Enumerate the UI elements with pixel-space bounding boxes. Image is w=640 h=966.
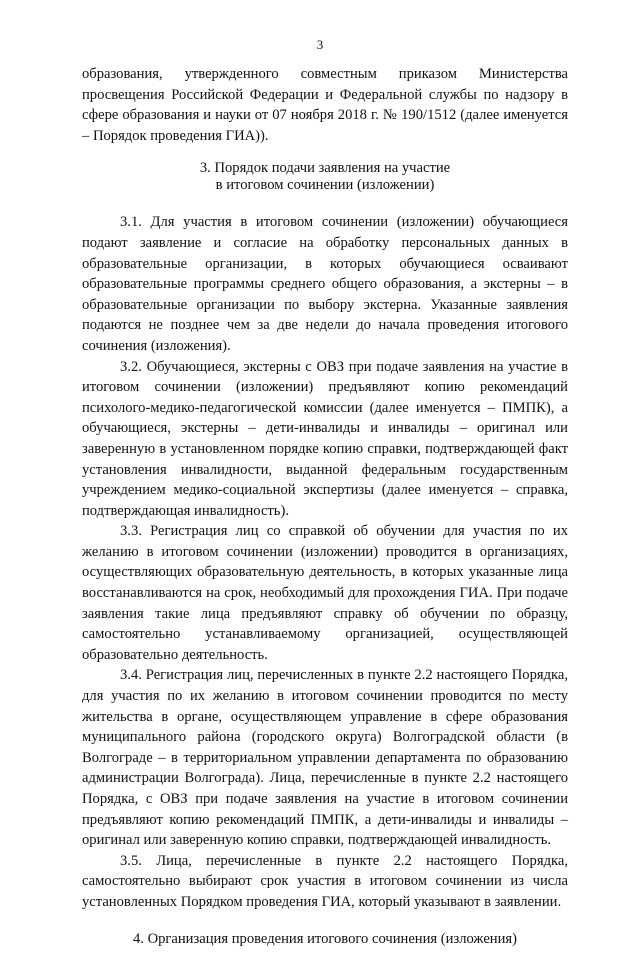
- paragraph-3-2: 3.2. Обучающиеся, экстерны с ОВЗ при подаче заявления на участие в итоговом сочинении (изложении) предъявляют копию рекомендаций психолого-медико-педагогической комиссии (далее именуется – ПМПК), а обучающиеся, экстерны – дети-инвалиды и инвалиды – оригинал или заверенную в установленном порядке копию справки, подтверждающей факт установления инвалидности, выданной федеральным государственным учреждением медико-социальной экспертизы (далее именуется – справка, подтверждающая инвалидность).: [82, 358, 568, 519]
- section-3-heading: [82, 160, 568, 194]
- paragraph-3-5: 3.5. Лица, перечисленные в пункте 2.2 настоящего Порядка, самостоятельно выбирают срок участия в итоговом сочинении из числа установленных Порядком проведения ГИА, который указывают в заявлении.: [82, 852, 568, 910]
- section-3-heading-line-2: в итоговом сочинении (изложении): [215, 177, 435, 194]
- paragraph-3-4: 3.4. Регистрация лиц, перечисленных в пункте 2.2 настоящего Порядка, для участия по их желанию в итоговом сочинении проводится по месту жительства в органе, осуществляющем управление в сфере образования муниципального района (городского округа) Волгоградской области (в Волгограде – в территориальном управлении департамента по образованию администрации Волгограда). Лица, перечисленные в пункте 2.2 настоящего Порядка, с ОВЗ при подаче заявления на участие в итоговом сочинении предъявляют копию рекомендаций ПМПК, а дети-инвалиды и инвалиды – оригинал или заверенную копию справки, подтверждающей инвалидность.: [82, 667, 568, 849]
- intro-paragraph: образования, утвержденного совместным приказом Министерства просвещения Российской Федерации и Федеральной службы по надзору в сфере образования и науки от 07 ноября 2018 г. № 190/1512 (далее именуется – Порядок проведения ГИА)).: [82, 66, 568, 144]
- paragraph-3-3: 3.3. Регистрация лиц со справкой об обучении для участия по их желанию в итоговом сочинении (изложении) проводится в организациях, осуществляющих образовательную деятельность, в которых указанные лица восстанавливаются на срок, необходимый для прохождения ГИА. При подаче заявления такие лица предъявляют справку об обучении по образцу, самостоятельно устанавливаемому организацией, осуществляющей образовательно деятельность.: [82, 523, 568, 663]
- section-3-heading-line-1: 3. Порядок подачи заявления на участие: [199, 160, 451, 177]
- paragraph-3-1: 3.1. Для участия в итоговом сочинении (изложении) обучающиеся подают заявление и согласие на обработку персональных данных в образовательные организации, в которых обучающиеся осваивают образовательные программы среднего общего образования, а экстерны – в образовательные организации по выбору экстерна. Указанные заявления подаются не позднее чем за две недели до начала проведения итогового сочинения (изложения).: [82, 214, 568, 354]
- document-body: [82, 64, 568, 966]
- section-4-heading: 4. Организация проведения итогового сочинения (изложения): [132, 930, 517, 947]
- page-number: 3: [316, 37, 324, 52]
